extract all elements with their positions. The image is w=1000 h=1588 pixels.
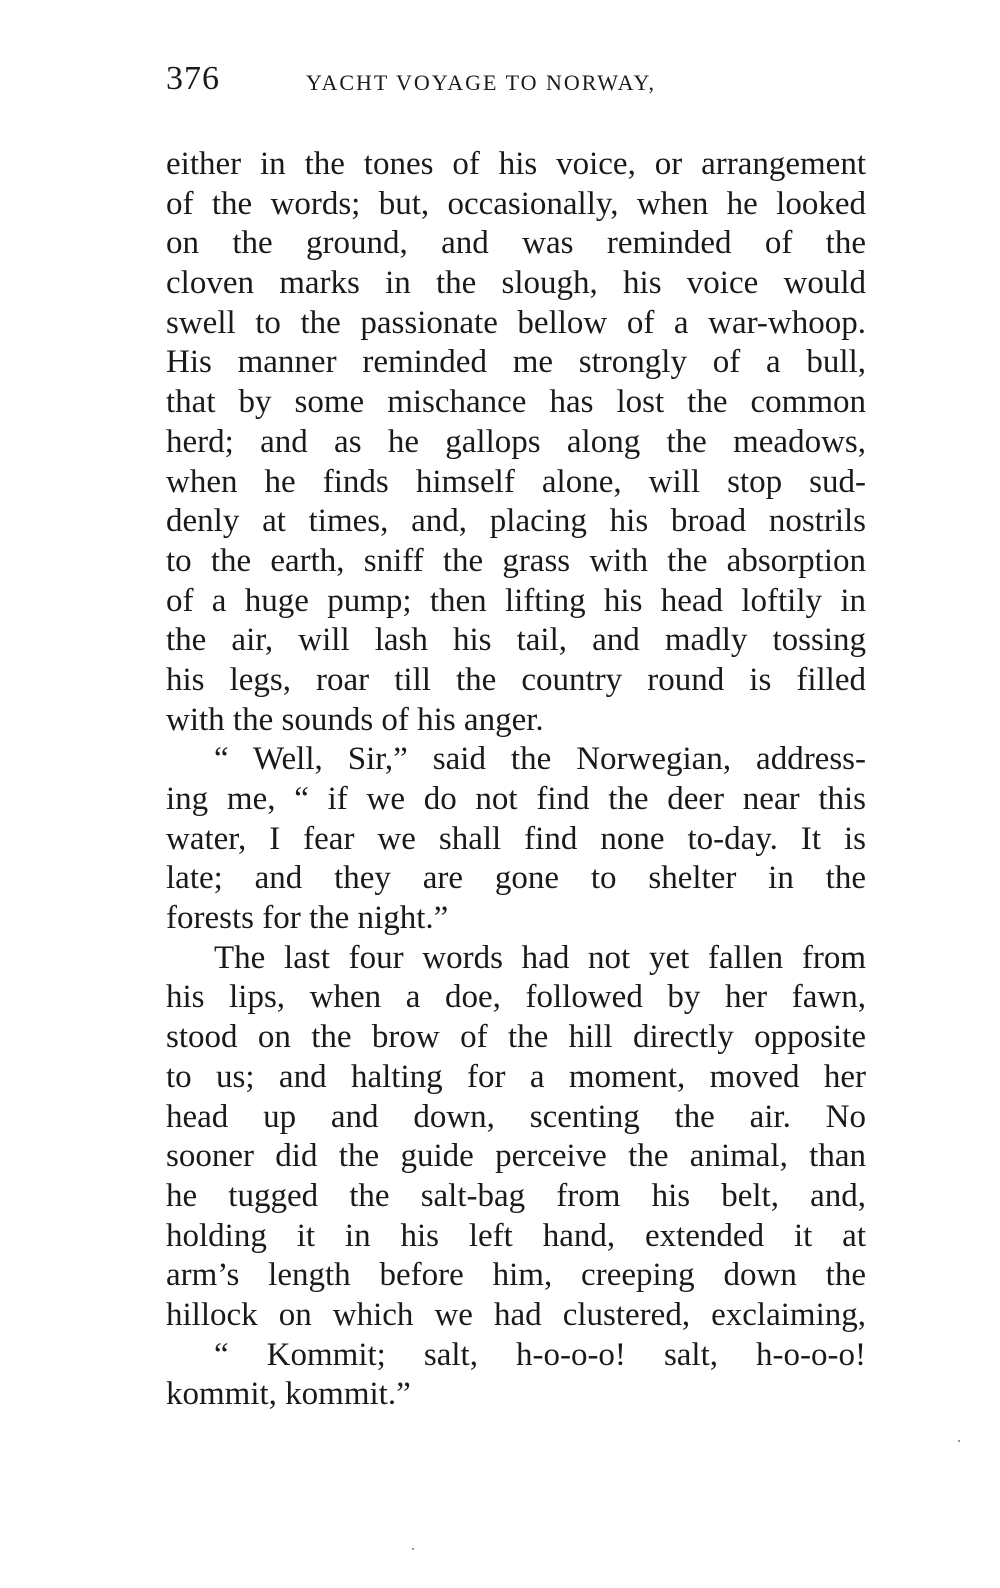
paper-speck bbox=[958, 1440, 960, 1442]
text-line: with the sounds of his anger. bbox=[166, 701, 544, 738]
page-header bbox=[166, 60, 866, 110]
text-line: he tugged the salt-bag from his belt, and, bbox=[166, 1177, 866, 1214]
text-line: the air, will lash his tail, and madly tossing bbox=[166, 622, 866, 659]
text-line: herd; and as he gallops along the meadows, bbox=[166, 423, 866, 460]
text-line: either in the tones of his voice, or arrangement bbox=[166, 146, 866, 182]
text-line: His manner reminded me strongly of a bull, bbox=[166, 344, 866, 381]
text-line: hillock on which we had clustered, exclaiming, bbox=[166, 1296, 866, 1333]
text-line: sooner did the guide perceive the animal, than bbox=[166, 1138, 866, 1175]
text-line: to us; and halting for a moment, moved her bbox=[166, 1058, 866, 1095]
text-line: swell to the passionate bellow of a war-whoop. bbox=[166, 304, 866, 341]
text-line: arm’s length before him, creeping down the bbox=[166, 1257, 866, 1294]
text-line: cloven marks in the slough, his voice would bbox=[166, 265, 866, 302]
text-line: ing me, “ if we do not find the deer near this bbox=[166, 781, 866, 817]
text-line: “ Kommit; salt, h-o-o-o! salt, h-o-o-o! bbox=[214, 1336, 866, 1373]
text-line: late; and they are gone to shelter in the bbox=[166, 860, 866, 897]
text-line: on the ground, and was reminded of the bbox=[166, 225, 866, 262]
running-title: YACHT VOYAGE TO NORWAY, bbox=[306, 70, 656, 95]
text-line: when he finds himself alone, will stop sud- bbox=[166, 463, 866, 500]
page-number: 376 bbox=[166, 60, 220, 97]
text-line: that by some mischance has lost the common bbox=[166, 384, 866, 421]
text-line: of a huge pump; then lifting his head loftily in bbox=[166, 582, 866, 619]
text-line: his legs, roar till the country round is filled bbox=[166, 661, 866, 698]
text-line: forests for the night.” bbox=[166, 900, 449, 937]
body-text bbox=[166, 145, 866, 1415]
text-line: denly at times, and, placing his broad nostrils bbox=[166, 503, 866, 540]
paper-speck bbox=[412, 1548, 414, 1550]
text-line: The last four words had not yet fallen from bbox=[214, 939, 866, 976]
text-line: to the earth, sniff the grass with the absorption bbox=[166, 542, 866, 579]
text-line: holding it in his left hand, extended it at bbox=[166, 1217, 866, 1254]
text-line: water, I fear we shall find none to-day. It is bbox=[166, 820, 866, 857]
text-line: of the words; but, occasionally, when he looked bbox=[166, 185, 866, 222]
text-line: his lips, when a doe, followed by her fawn, bbox=[166, 979, 866, 1016]
text-line: head up and down, scenting the air. No bbox=[166, 1098, 866, 1135]
text-line: kommit, kommit.” bbox=[166, 1376, 411, 1413]
text-line: stood on the brow of the hill directly opposite bbox=[166, 1019, 866, 1056]
text-line: “ Well, Sir,” said the Norwegian, address- bbox=[214, 741, 866, 778]
